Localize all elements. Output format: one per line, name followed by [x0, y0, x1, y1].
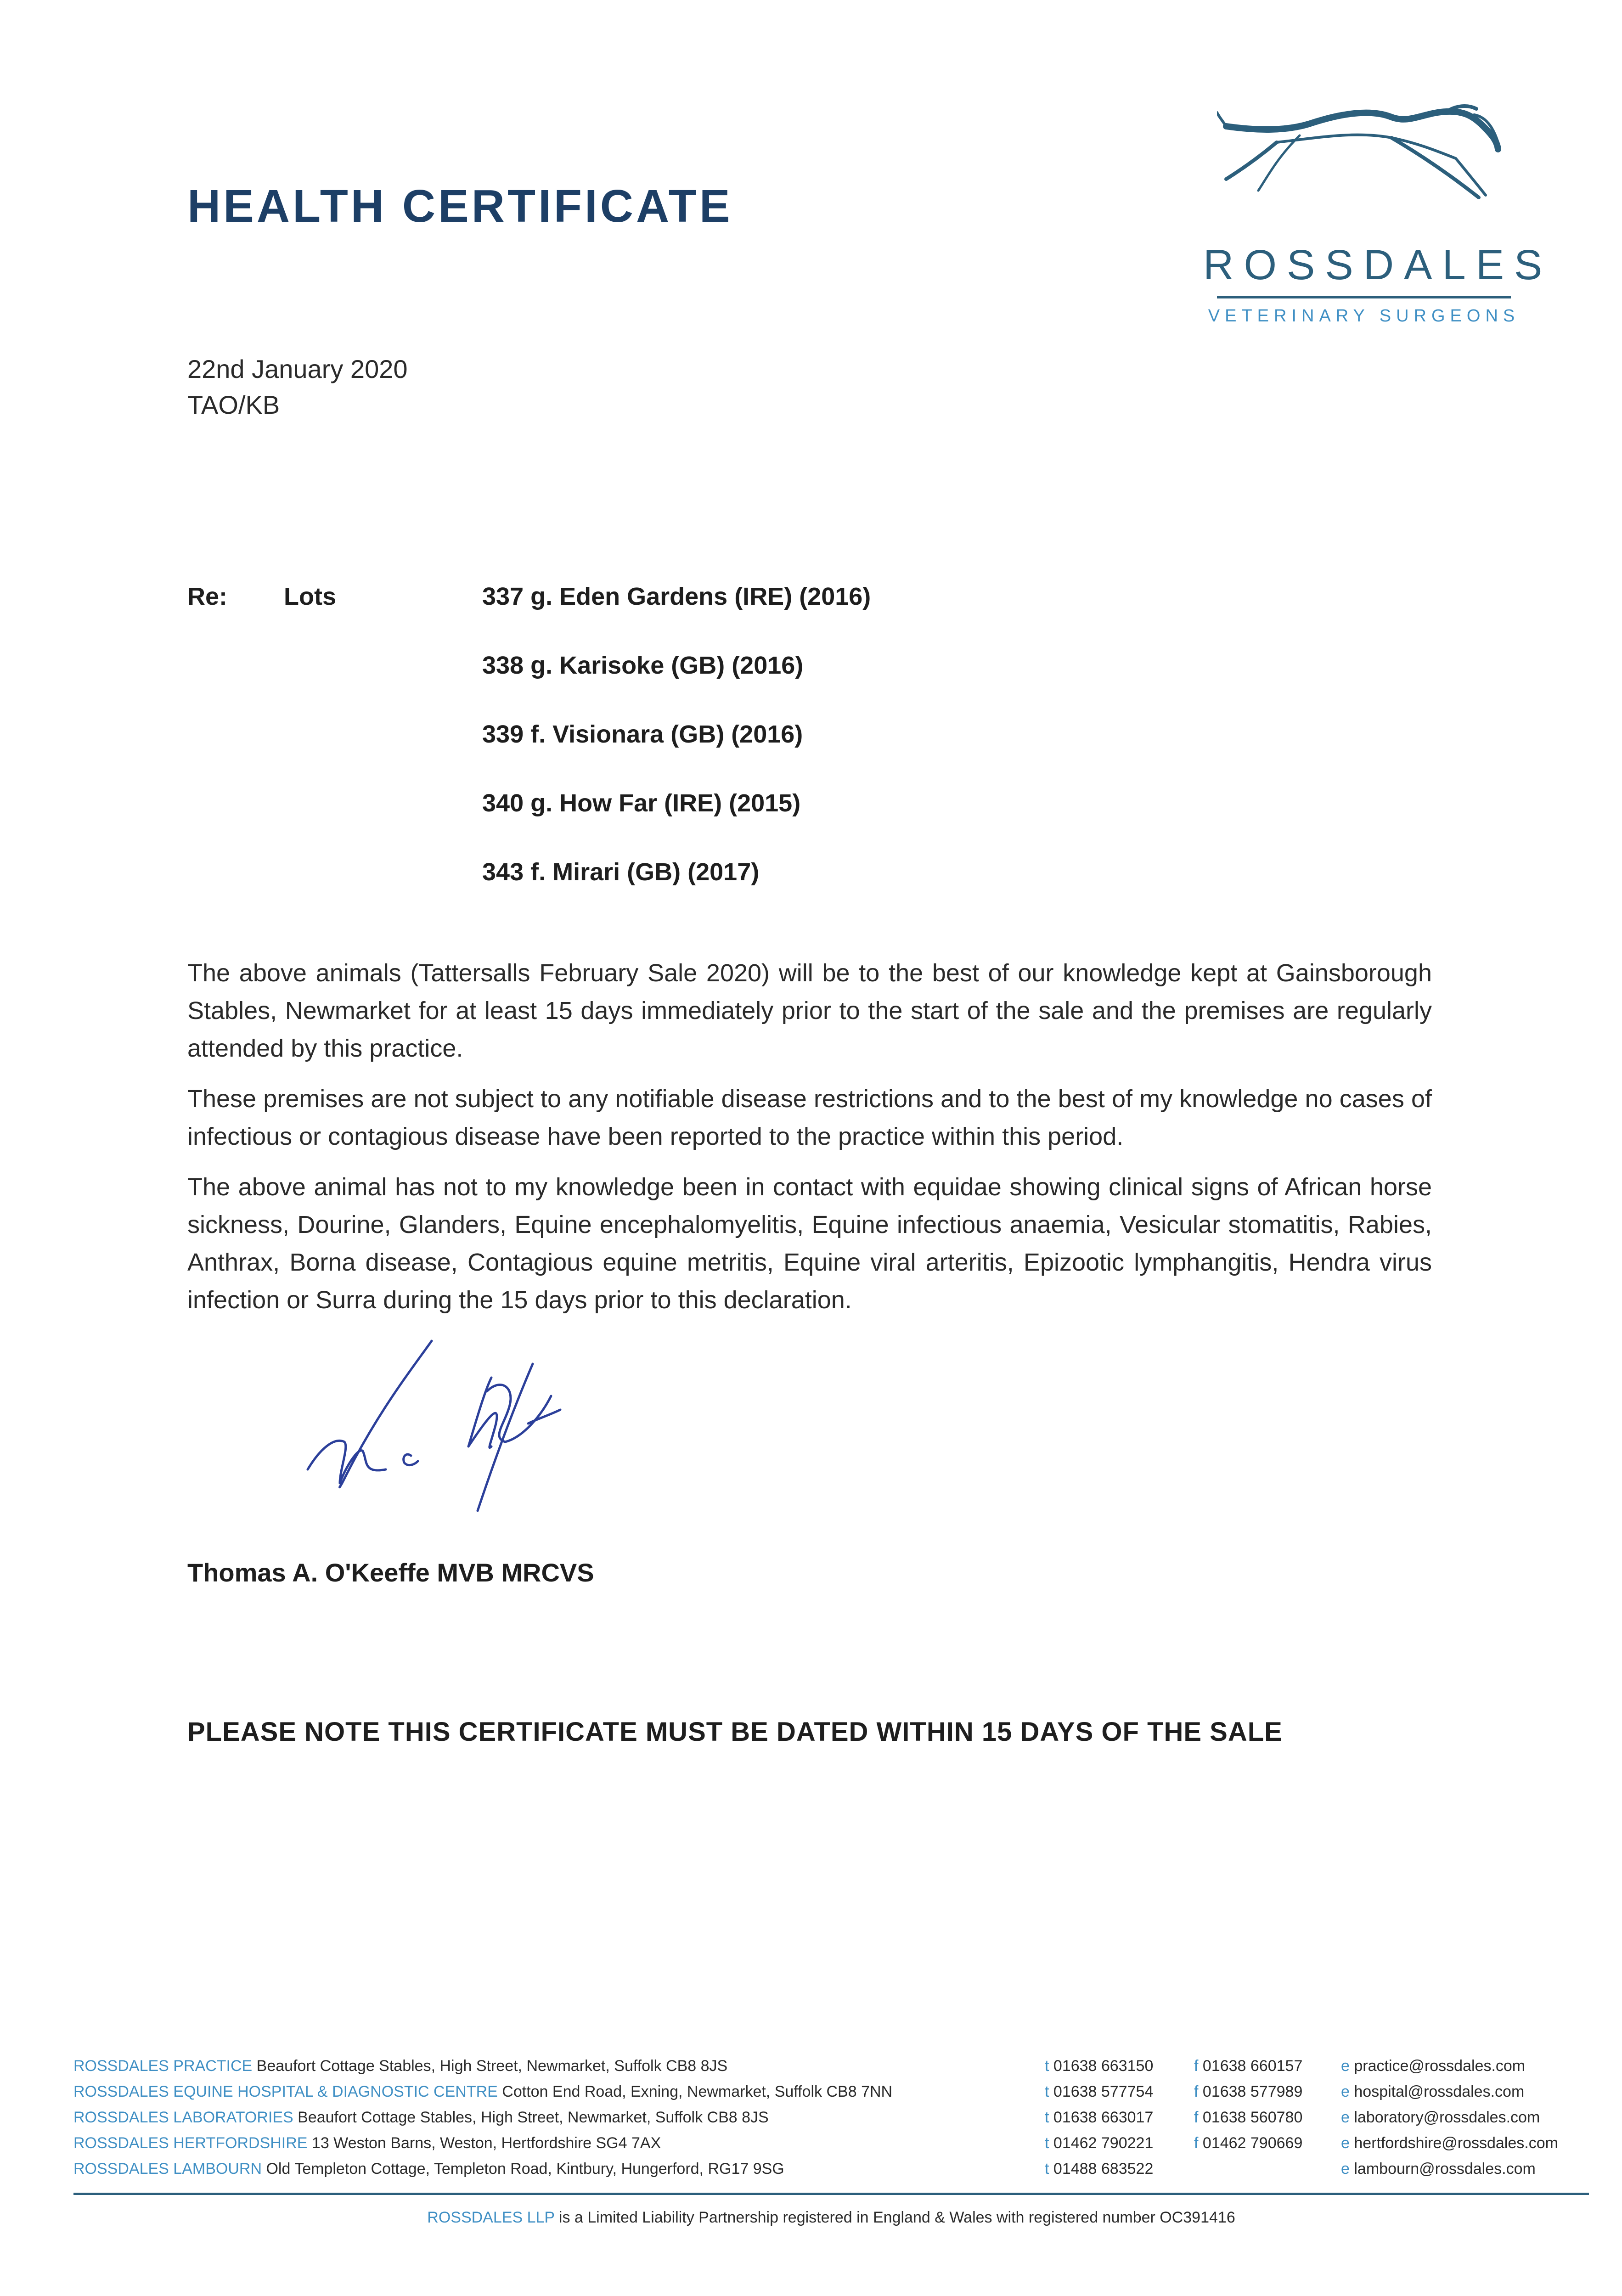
footer-office-row: ROSSDALES LAMBOURN Old Templeton Cottage, Templeton Road, Kintbury, Hungerford, RG17 9SG t 01488 683522 e lambourn@rossdales.com	[73, 2160, 1536, 2178]
office-tel: 01488 683522	[1053, 2160, 1154, 2178]
office-email[interactable]: practice@rossdales.com	[1354, 2057, 1526, 2075]
office-name: ROSSDALES PRACTICE	[73, 2057, 253, 2075]
office-email[interactable]: laboratory@rossdales.com	[1354, 2109, 1540, 2126]
certificate-note: PLEASE NOTE THIS CERTIFICATE MUST BE DATED WITHIN 15 DAYS OF THE SALE	[187, 1717, 1283, 1747]
office-email[interactable]: lambourn@rossdales.com	[1354, 2160, 1536, 2178]
office-address: Old Templeton Cottage, Templeton Road, Kintbury, Hungerford, RG17 9SG	[266, 2160, 784, 2178]
document-title: HEALTH CERTIFICATE	[187, 180, 733, 232]
lot-item: 343 f. Mirari (GB) (2017)	[482, 858, 760, 886]
office-address: Beaufort Cottage Stables, High Street, Newmarket, Suffolk CB8 8JS	[256, 2057, 728, 2075]
office-tel: 01638 663017	[1053, 2109, 1154, 2126]
legal-text: is a Limited Liability Partnership registered in England & Wales with registered number OC391416	[558, 2209, 1235, 2226]
office-name: ROSSDALES LABORATORIES	[73, 2109, 293, 2126]
footer-divider	[73, 2193, 1589, 2195]
footer-office-row: ROSSDALES LABORATORIES Beaufort Cottage Stables, High Street, Newmarket, Suffolk CB8 8JS t 01638 663017 f 01638 560780 e laboratory@rossdales.com	[73, 2109, 1540, 2126]
office-tel: 01638 663150	[1053, 2057, 1154, 2075]
body-paragraph: The above animals (Tattersalls February Sale 2020) will be to the best of our knowledge kept at Gainsborough Stables, Newmarket for at least 15 days immediately prior to the start of the sale and the premises are regularly attended by this practice.	[187, 959, 1432, 1062]
lot-item: 340 g. How Far (IRE) (2015)	[482, 789, 801, 817]
office-address: Beaufort Cottage Stables, High Street, Newmarket, Suffolk CB8 8JS	[298, 2109, 769, 2126]
office-fax: 01638 660157	[1202, 2057, 1303, 2075]
body-paragraph: The above animal has not to my knowledge been in contact with equidae showing clinical signs of African horse sickness, Dourine, Glanders, Equine encephalomyelitis, Equine infectious anaemia, Vesicular stomatitis, Rabies, Anthrax, Borna disease, Contagious equine metritis, Equine viral arteritis, Epizootic lymphangitis, Hendra virus infection or Surra during the 15 days prior to this declaration.	[187, 1173, 1432, 1314]
horse-logo-icon	[1217, 99, 1511, 236]
lot-item: 339 f. Visionara (GB) (2016)	[482, 720, 803, 748]
letter-meta	[187, 351, 408, 423]
footer-legal	[73, 2209, 1589, 2227]
office-fax: 01638 577989	[1202, 2083, 1303, 2100]
lot-item: 337 g. Eden Gardens (IRE) (2016)	[482, 583, 871, 610]
handwritten-signature	[294, 1332, 643, 1525]
logo-wordmark: ROSSDALES	[1203, 242, 1553, 288]
office-address: Cotton End Road, Exning, Newmarket, Suffolk CB8 7NN	[502, 2083, 893, 2100]
office-tel: 01462 790221	[1053, 2134, 1154, 2152]
office-fax: 01462 790669	[1202, 2134, 1303, 2152]
office-tel: 01638 577754	[1053, 2083, 1154, 2100]
footer-office-row: ROSSDALES PRACTICE Beaufort Cottage Stables, High Street, Newmarket, Suffolk CB8 8JS t 01638 663150 f 01638 660157 e practice@rossdales.com	[73, 2057, 1526, 2075]
lot-item: 338 g. Karisoke (GB) (2016)	[482, 652, 804, 679]
rossdales-logo	[1203, 99, 1553, 338]
footer-office-row: ROSSDALES HERTFORDSHIRE 13 Weston Barns, Weston, Hertfordshire SG4 7AX t 01462 790221 f 01462 790669 e hertfordshire@rossdales.com	[73, 2134, 1558, 2152]
lot-list	[482, 582, 871, 927]
letter-date: 22nd January 2020	[187, 355, 408, 383]
office-name: ROSSDALES HERTFORDSHIRE	[73, 2134, 308, 2152]
office-address: 13 Weston Barns, Weston, Hertfordshire SG4 7AX	[311, 2134, 661, 2152]
office-name: ROSSDALES EQUINE HOSPITAL & DIAGNOSTIC CENTRE	[73, 2083, 498, 2100]
footer-offices	[73, 2057, 1589, 2186]
office-email[interactable]: hospital@rossdales.com	[1354, 2083, 1525, 2100]
office-fax: 01638 560780	[1202, 2109, 1303, 2126]
re-label: Re:	[187, 583, 228, 610]
logo-subtitle: VETERINARY SURGEONS	[1208, 306, 1520, 326]
letter-reference: TAO/KB	[187, 390, 280, 419]
lots-label: Lots	[284, 583, 336, 610]
office-name: ROSSDALES LAMBOURN	[73, 2160, 262, 2178]
footer-office-row: ROSSDALES EQUINE HOSPITAL & DIAGNOSTIC CENTRE Cotton End Road, Exning, Newmarket, Suffolk CB8 7NN t 01638 577754 f 01638 577989 e hospital@rossdales.com	[73, 2083, 1525, 2100]
legal-name: ROSSDALES LLP	[427, 2209, 555, 2226]
office-email[interactable]: hertfordshire@rossdales.com	[1354, 2134, 1558, 2152]
body-paragraph: These premises are not subject to any notifiable disease restrictions and to the best of my knowledge no cases of infectious or contagious disease have been reported to the practice within this period.	[187, 1085, 1432, 1150]
logo-divider	[1217, 296, 1511, 298]
signatory-name: Thomas A. O'Keeffe MVB MRCVS	[187, 1558, 594, 1587]
certificate-body	[187, 954, 1432, 1332]
